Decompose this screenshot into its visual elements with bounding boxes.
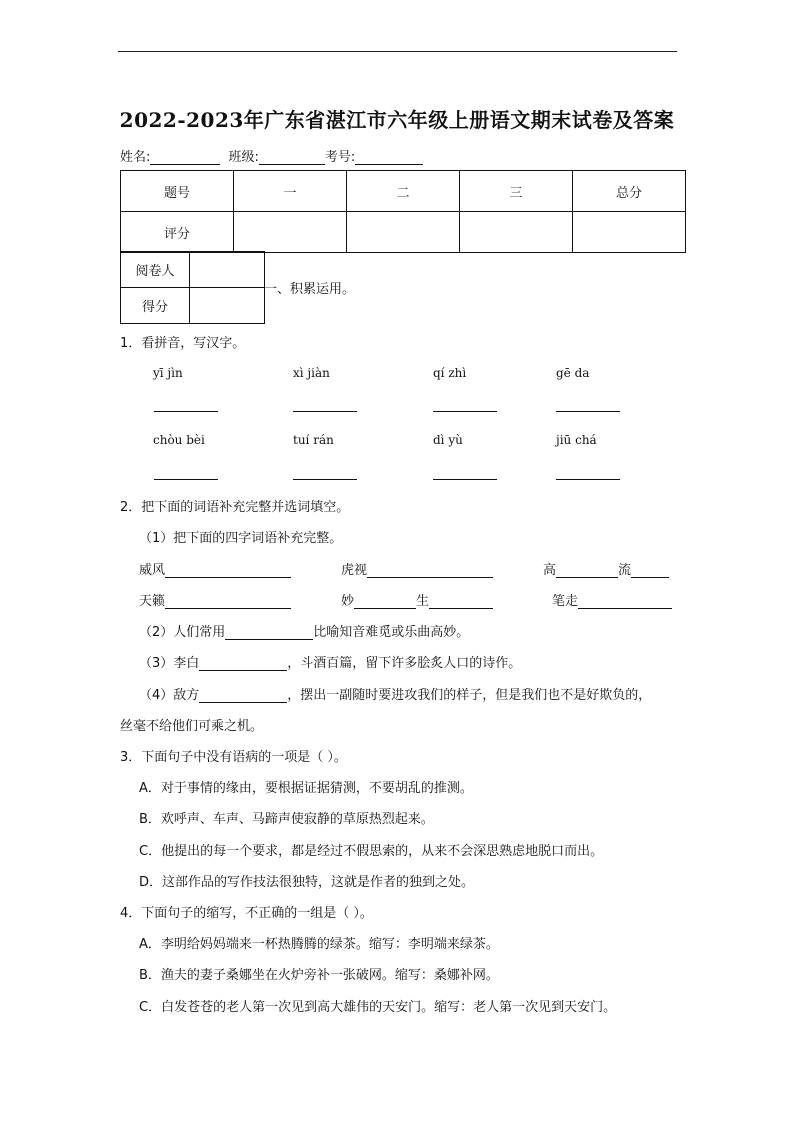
question-2-sub1: （1）把下面的四字词语补充完整。 xyxy=(139,531,343,546)
question-2-stem: 2．把下面的词语补充完整并选词填空。 xyxy=(120,500,350,515)
option-c: C．白发苍苍的老人第一次见到高大雄伟的天安门。缩写：老人第一次见到天安门。 xyxy=(139,1000,617,1015)
word-infix: 生 xyxy=(416,594,430,609)
answer-blank[interactable] xyxy=(433,411,497,412)
score-cell-1[interactable] xyxy=(234,212,347,253)
table-row xyxy=(121,171,686,212)
class-label: 班级: xyxy=(228,150,259,165)
answer-blank[interactable] xyxy=(154,411,218,412)
option-b: B．渔夫的妻子桑娜坐在火炉旁补一张破网。缩写：桑娜补网。 xyxy=(139,968,499,983)
question-3-stem: 3．下面句子中没有语病的一项是（ ）。 xyxy=(120,750,347,765)
score-table xyxy=(120,170,686,253)
pinyin-1: yī jìn xyxy=(153,366,183,380)
reviewer-cell[interactable] xyxy=(190,252,265,288)
sub2-post: 比喻知音难觅或乐曲高妙。 xyxy=(313,625,470,640)
table-row xyxy=(121,252,265,288)
pinyin-4: gē da xyxy=(556,366,590,380)
pinyin-8: jiū chá xyxy=(556,433,597,447)
section-title: 一、积累运用。 xyxy=(264,282,356,297)
fill-blank[interactable] xyxy=(199,688,287,703)
reviewer-label: 阅卷人 xyxy=(121,252,190,288)
word-prefix: 天籁 xyxy=(139,594,166,609)
word-blank[interactable] xyxy=(367,563,493,578)
word-item xyxy=(341,559,493,578)
score-label: 得分 xyxy=(121,288,190,324)
exam-no-label: 考号: xyxy=(324,150,356,165)
exam-no-field[interactable] xyxy=(355,150,423,165)
word-item xyxy=(139,590,291,609)
word-blank[interactable] xyxy=(354,594,416,609)
word-blank[interactable] xyxy=(631,563,669,578)
word-item xyxy=(543,559,669,578)
table-cell: 三 xyxy=(460,171,573,212)
header-rule xyxy=(118,51,677,52)
question-2-sub4-cont: 丝毫不给他们可乘之机。 xyxy=(120,719,264,734)
pinyin-7: dì yù xyxy=(433,433,463,447)
grader-table xyxy=(120,251,265,324)
sub3-pre: （3）李白 xyxy=(139,656,200,671)
option-d: D．这部作品的写作技法很独特，这就是作者的独到之处。 xyxy=(139,875,475,890)
word-prefix: 威风 xyxy=(139,563,166,578)
word-blank[interactable] xyxy=(165,563,291,578)
page-title: 2022-2023年广东省湛江市六年级上册语文期末试卷及答案 xyxy=(119,108,675,132)
word-prefix: 妙 xyxy=(341,594,355,609)
word-item xyxy=(139,559,291,578)
word-blank[interactable] xyxy=(578,594,672,609)
table-row xyxy=(121,288,265,324)
table-cell: 题号 xyxy=(121,171,234,212)
name-field[interactable] xyxy=(150,150,220,165)
word-blank[interactable] xyxy=(429,594,493,609)
grader-score-cell[interactable] xyxy=(190,288,265,324)
score-cell-2[interactable] xyxy=(347,212,460,253)
option-b: B．欢呼声、车声、马蹄声使寂静的草原热烈起来。 xyxy=(139,812,434,827)
word-blank[interactable] xyxy=(556,563,618,578)
word-prefix: 虎视 xyxy=(341,563,368,578)
sub4-pre: （4）敌方 xyxy=(139,688,200,703)
word-item xyxy=(552,590,672,609)
answer-blank[interactable] xyxy=(293,479,357,480)
question-2-sub2 xyxy=(139,621,469,640)
class-field[interactable] xyxy=(259,150,325,165)
name-label: 姓名: xyxy=(120,150,151,165)
pinyin-2: xì jiàn xyxy=(293,366,330,380)
score-cell-total[interactable] xyxy=(573,212,686,253)
answer-blank[interactable] xyxy=(154,479,218,480)
answer-blank[interactable] xyxy=(293,411,357,412)
question-2-sub4 xyxy=(139,684,651,703)
table-row xyxy=(121,212,686,253)
word-prefix: 笔走 xyxy=(552,594,579,609)
answer-blank[interactable] xyxy=(556,479,620,480)
option-a: A．李明给妈妈端来一杯热腾腾的绿茶。缩写：李明端来绿茶。 xyxy=(139,937,499,952)
table-cell: 二 xyxy=(347,171,460,212)
word-prefix: 高 xyxy=(543,563,557,578)
answer-blank[interactable] xyxy=(556,411,620,412)
question-2-sub3 xyxy=(139,652,521,671)
question-4-stem: 4．下面句子的缩写，不正确的一组是（ ）。 xyxy=(120,906,373,921)
fill-blank[interactable] xyxy=(199,656,287,671)
sub3-post: ，斗酒百篇，留下许多脍炙人口的诗作。 xyxy=(287,656,522,671)
option-a: A．对于事情的缘由，要根据证据猜测，不要胡乱的推测。 xyxy=(139,781,473,796)
table-cell: 总分 xyxy=(573,171,686,212)
word-blank[interactable] xyxy=(165,594,291,609)
sub2-pre: （2）人们常用 xyxy=(139,625,226,640)
pinyin-3: qí zhì xyxy=(433,366,467,380)
table-cell: 一 xyxy=(234,171,347,212)
word-infix: 流 xyxy=(618,563,632,578)
option-c: C．他提出的每一个要求，都是经过不假思索的，从来不会深思熟虑地脱口而出。 xyxy=(139,844,604,859)
pinyin-6: tuí rán xyxy=(293,433,334,447)
question-1-stem: 1．看拼音，写汉字。 xyxy=(120,336,246,351)
table-cell: 评分 xyxy=(121,212,234,253)
score-cell-3[interactable] xyxy=(460,212,573,253)
fill-blank[interactable] xyxy=(225,625,313,640)
answer-blank[interactable] xyxy=(433,479,497,480)
word-item xyxy=(341,590,493,609)
pinyin-5: chòu bèi xyxy=(153,433,205,447)
sub4-post: ，摆出一副随时要进攻我们的样子，但是我们也不是好欺负的， xyxy=(287,688,652,703)
student-info-line xyxy=(120,146,423,165)
